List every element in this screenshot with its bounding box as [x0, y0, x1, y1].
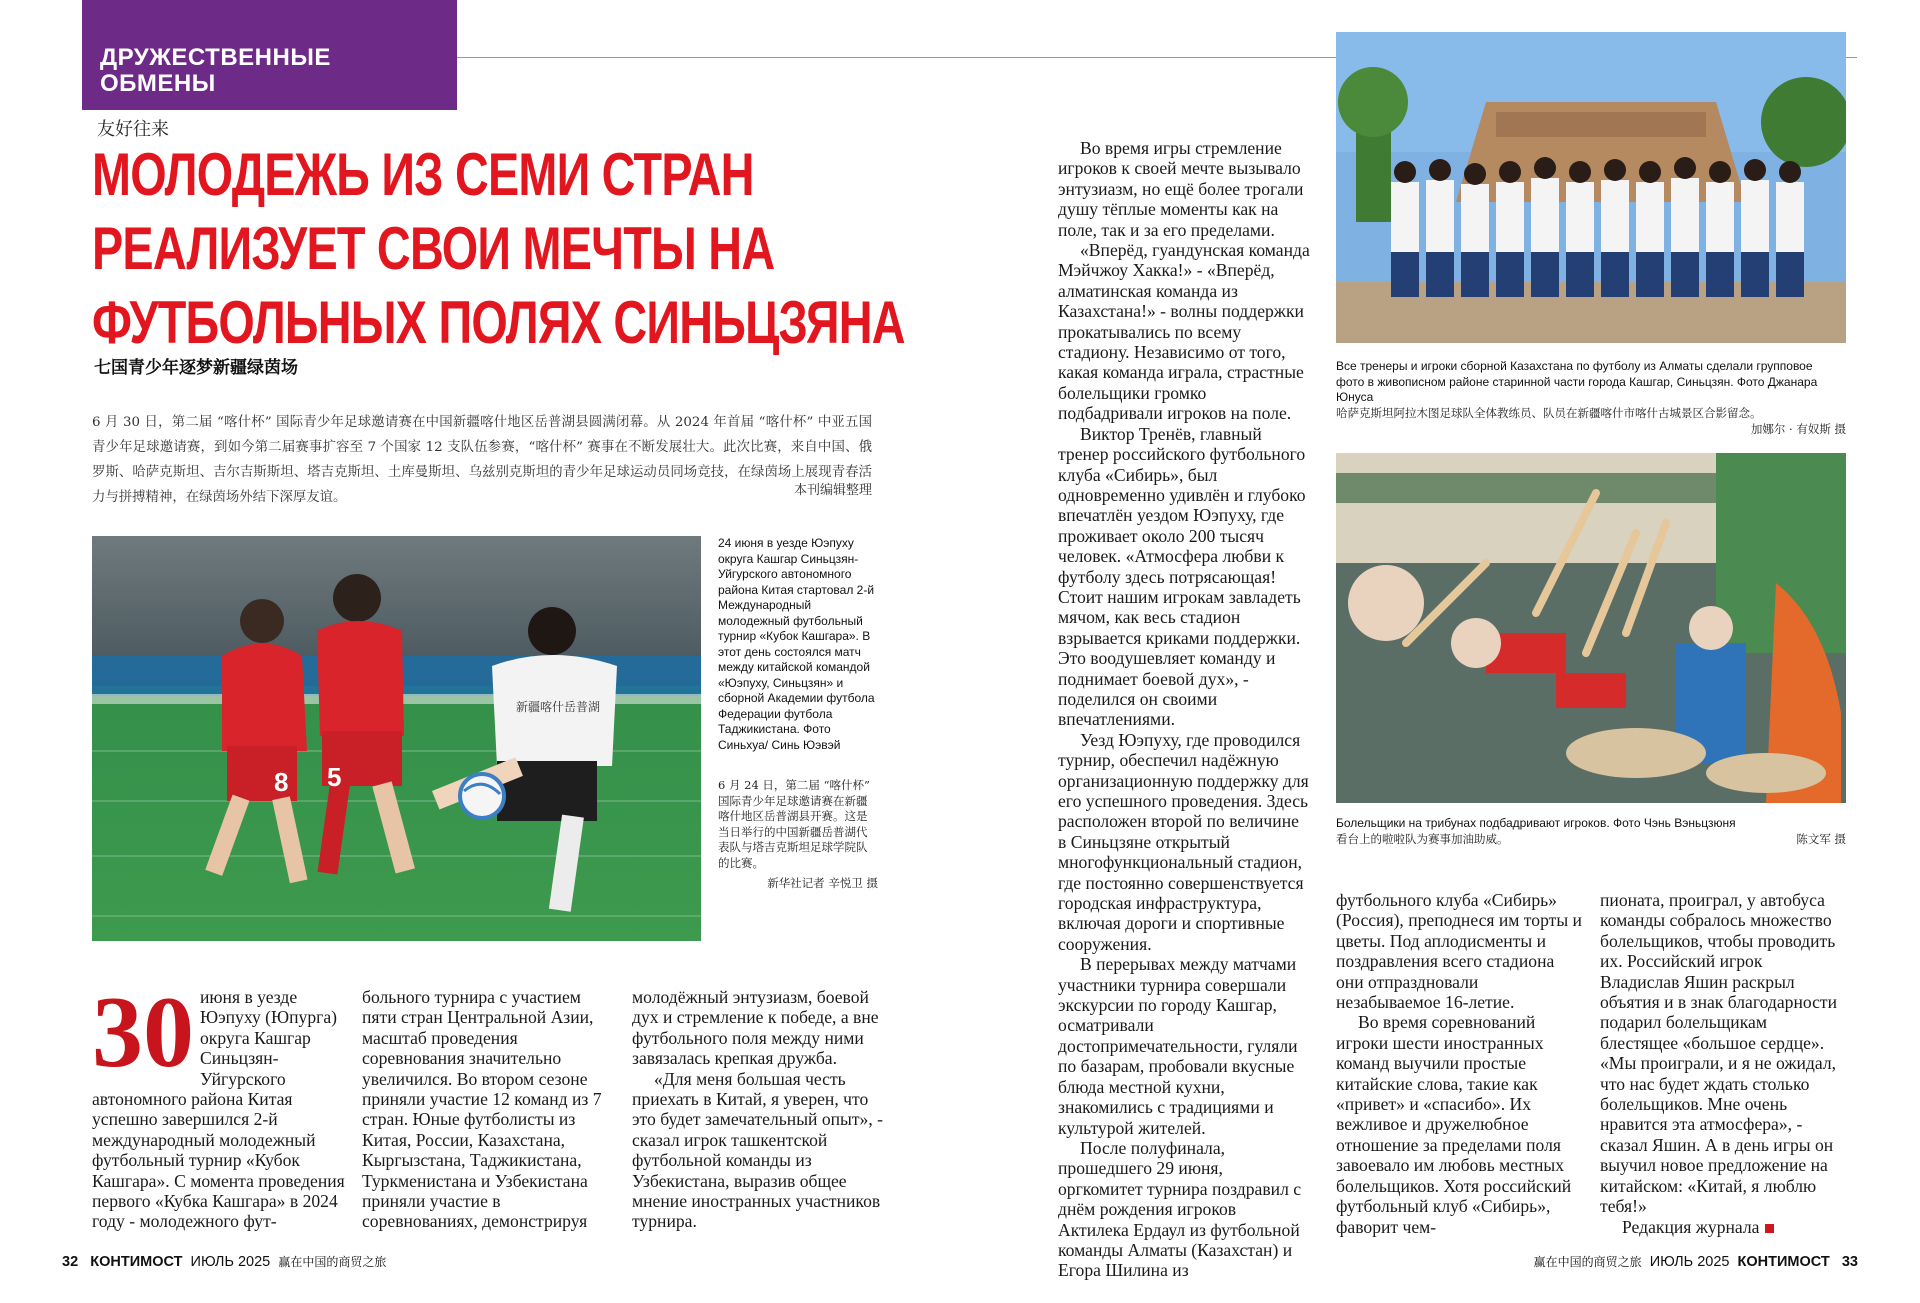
col4-p3: Виктор Тренёв, главный тренер российского футбольного клуба «Сибирь», был одновременно удивлён и глубоко впечатлён уездом Юэпуху, где проживает около 200 тысяч человек. «Атмосфера любви к футболу здесь потрясающая! Стоит нашим игрокам завладеть мячом, как весь стадион взрывается криками поддержки. Это воодушевляет команду и поднимает боевой дух», - поделился он своими впечатлениями. [1058, 423, 1306, 730]
headline-line1: МОЛОДЕЖЬ ИЗ СЕМИ СТРАН [92, 141, 754, 208]
headline [92, 138, 905, 360]
col1-text: июня в уезде Юэпуху (Юпурга) округа Кашгар Синьцзян-Уйгурского автономного района Китая успешно завершился 2-й международный молодежный футбольный турнир «Кубок Кашгара». С момента проведения первого «Кубка Кашгара» в 2024 году - молодежного фут- [92, 987, 345, 1232]
intro-credit: 本刊编辑整理 [793, 483, 872, 498]
col4-p2: «Вперёд, гуандунская команда Мэйчжоу Хакка!» - «Вперёд, алматинская команда из Казахстана!» - волны поддержки прокатывались по всему стадиону. Независимо от того, какая команда играла, страстные болельщики громко подбадривали игроков на поле. [1058, 240, 1310, 424]
col3-p1: молодёжный энтузиазм, боевой дух и стремление к победе, а вне футбольного поля между ними завязалась крепкая дружба. [632, 987, 879, 1069]
footer-left [62, 1253, 386, 1270]
article-col4 [1058, 138, 1311, 1281]
section-label-line2: ОБМЕНЫ [100, 70, 216, 97]
issue-left: ИЮЛЬ 2025 [190, 1254, 271, 1270]
section-label-cn: 友好往来 [97, 119, 169, 140]
tagline-right: 赢在中国的商贸之旅 [1533, 1255, 1642, 1269]
fans-photo [1336, 453, 1846, 803]
col4-p1: Во время игры стремление игроков к своей мечте вызывало энтузиазм, но ещё более трогали душу тёплые моменты как на поле, так и за его пределами. [1058, 138, 1304, 240]
intro-cn: 6 月 30 日，第二届 “喀什杯” 国际青少年足球邀请赛在中国新疆喀什地区岳普湖县圆满闭幕。从 2024 年首届 “喀什杯” 中亚五国青少年足球邀请赛，到如今第二届赛事扩容至 7 个国家 12 支队伍参赛，“喀什杯” 赛事在不断发展壮大。此次比赛，来自中国、俄罗斯、哈萨克斯坦、吉尔吉斯斯坦、塔吉克斯坦、土库曼斯坦、乌兹别克斯坦的青少年足球运动员同场竞技，在绿茵场上展现青春活力与拼搏精神，在绿茵场外结下深厚友谊。 [92, 415, 872, 505]
col2-text: больного турнира с участием пяти стран Центральной Азии, масштаб проведения соревнования значительно увеличился. Во втором сезоне приняли участие 12 команд из 7 стран. Юные футболисты из Китая, России, Казахстана, Кыргызстана, Таджикистана, Туркменистана и Узбекистана приняли участие в соревнованиях, демонстрируя [362, 987, 602, 1232]
headline-line2: РЕАЛИЗУЕТ СВОИ МЕЧТЫ НА [92, 215, 775, 282]
col4-p4: Уезд Юэпуху, где проводился турнир, обеспечил надёжную организационную поддержку для его успешного проведения. Здесь расположен второй по величине в Синьцзяне открытый многофункциональный стадион, где постоянно совершенствуется городская инфраструктура, включая дороги и спортивные сооружения. [1058, 729, 1309, 954]
match-caption-cn: 6 月 24 日，第二届 “喀什杯” 国际青少年足球邀请赛在新疆喀什地区岳普湖县开赛。这是当日举行的中国新疆岳普湖代表队与塔吉克斯坦足球学院队的比赛。 [718, 778, 870, 870]
col3-p2: «Для меня большая честь приехать в Китай, я уверен, что это будет замечательный опыт», - сказал игрок ташкентской футбольной команды из Узбекистана, выразив общее мнение иностранных участников турнира. [632, 1068, 884, 1232]
fans-caption-cn: 看台上的啦啦队为赛事加油助威。 [1336, 832, 1509, 846]
match-caption-ru: 24 июня в уезде Юэпуху округа Кашгар Синьцзян-Уйгурского автономного района Китая стартовал 2-й Международный молодежный футбольный турнир «Кубок Кашгара». В этот день состоялся матч между китайской командой «Юэпуху, Синьцзян» и сборной Академии футбола Федерации футбола Таджикистана. Фото Синьхуа/ Синь Юэвэй [718, 536, 875, 752]
brand-left: КОНТИМОСТ [90, 1254, 183, 1270]
jersey-text-cn: 新疆喀什岳普湖 [516, 700, 601, 714]
match-credit-cn: 新华社记者 辛悦卫 摄 [767, 876, 878, 890]
match-photo [92, 536, 701, 941]
fans-caption-ru: Болельщики на трибунах подбадривают игроков. Фото Чэнь Вэньцзюня [1336, 816, 1736, 830]
team-caption-ru: Все тренеры и игроки сборной Казахстана по футболу из Алматы сделали групповое фото в живописном районе старинной части города Кашгар, Синьцзян. Фото Джанара Юнуса [1336, 359, 1818, 404]
signature: Редакция журнала [1622, 1216, 1760, 1237]
article-col3 [632, 987, 885, 1232]
match-photo-illustration [92, 536, 701, 941]
dropcap: 30 [92, 976, 194, 1089]
article-col6 [1600, 890, 1846, 1237]
headline-line3: ФУТБОЛЬНЫХ ПОЛЯХ СИНЬЦЗЯНА [92, 289, 905, 356]
col5-p1: футбольного клуба «Сибирь» (Россия), преподнеся им торты и цветы. Под аплодисменты и поздравления всего стадиона они отпраздновали незабываемое 16-летие. [1336, 890, 1582, 1013]
col4-p5: В перерывах между матчами участники турнира совершали экскурсии по городу Кашгар, осматривали достопримечательности, гуляли по базарам, пробовали вкусные блюда местной кухни, знакомились с традициями и культурой жителей. [1058, 954, 1298, 1138]
article-col2 [362, 987, 615, 1232]
section-label-line1: ДРУЖЕСТВЕННЫЕ [100, 44, 331, 71]
jersey-number-5: 5 [327, 762, 342, 792]
jersey-number-8: 8 [274, 767, 289, 797]
team-credit-cn: 加娜尔 · 有奴斯 摄 [1750, 422, 1846, 436]
footer-right [1534, 1253, 1858, 1270]
col5-p2: Во время соревнований игроки шести иностранных команд выучили простые китайские слова, такие как «привет» и «спасибо». Их вежливое и дружелюбное отношение за пределами поля завоевало им любовь местных болельщиков. Хотя российский футбольный клуб «Сибирь», фаворит чем- [1336, 1012, 1572, 1237]
issue-right: ИЮЛЬ 2025 [1649, 1254, 1730, 1270]
brand-right: КОНТИМОСТ [1737, 1254, 1830, 1270]
team-photo-illustration [1336, 32, 1846, 343]
team-caption-cn: 哈萨克斯坦阿拉木图足球队全体教练员、队员在新疆喀什市喀什古城景区合影留念。 [1336, 406, 1762, 420]
article-col5 [1336, 890, 1582, 1237]
team-photo [1336, 32, 1846, 343]
col4-p6: После полуфинала, прошедшего 29 июня, оргкомитет турнира поздравил с днём рождения игроков Актилека Ердаул из футбольной команды Алматы (Казахстан) и Егора Шилина из [1058, 1137, 1302, 1281]
col6-p1: пионата, проиграл, у автобуса команды собралось множество болельщиков, чтобы проводить их. Российский игрок Владислав Яшин раскрыл объятия и в знак благодарности подарил болельщикам блестящее «большое сердце». «Мы проиграли, и я не ожидал, что нас будет ждать столько болельщиков. Мне очень нравится эта атмосфера», - сказал Яшин. А в день игры он выучил новое предложение на китайском: «Китай, я люблю тебя!» [1600, 890, 1838, 1217]
fans-photo-illustration [1336, 453, 1846, 803]
page-number-right: 33 [1841, 1254, 1858, 1270]
tagline-left: 赢在中国的商贸之旅 [278, 1255, 387, 1269]
article-col1 [92, 976, 345, 1232]
fans-credit-cn: 陈文军 摄 [1796, 832, 1846, 846]
subtitle-cn: 七国青少年逐梦新疆绿茵场 [94, 358, 298, 378]
end-mark [1765, 1224, 1774, 1233]
page-number-left: 32 [62, 1254, 79, 1270]
section-label [100, 45, 331, 97]
